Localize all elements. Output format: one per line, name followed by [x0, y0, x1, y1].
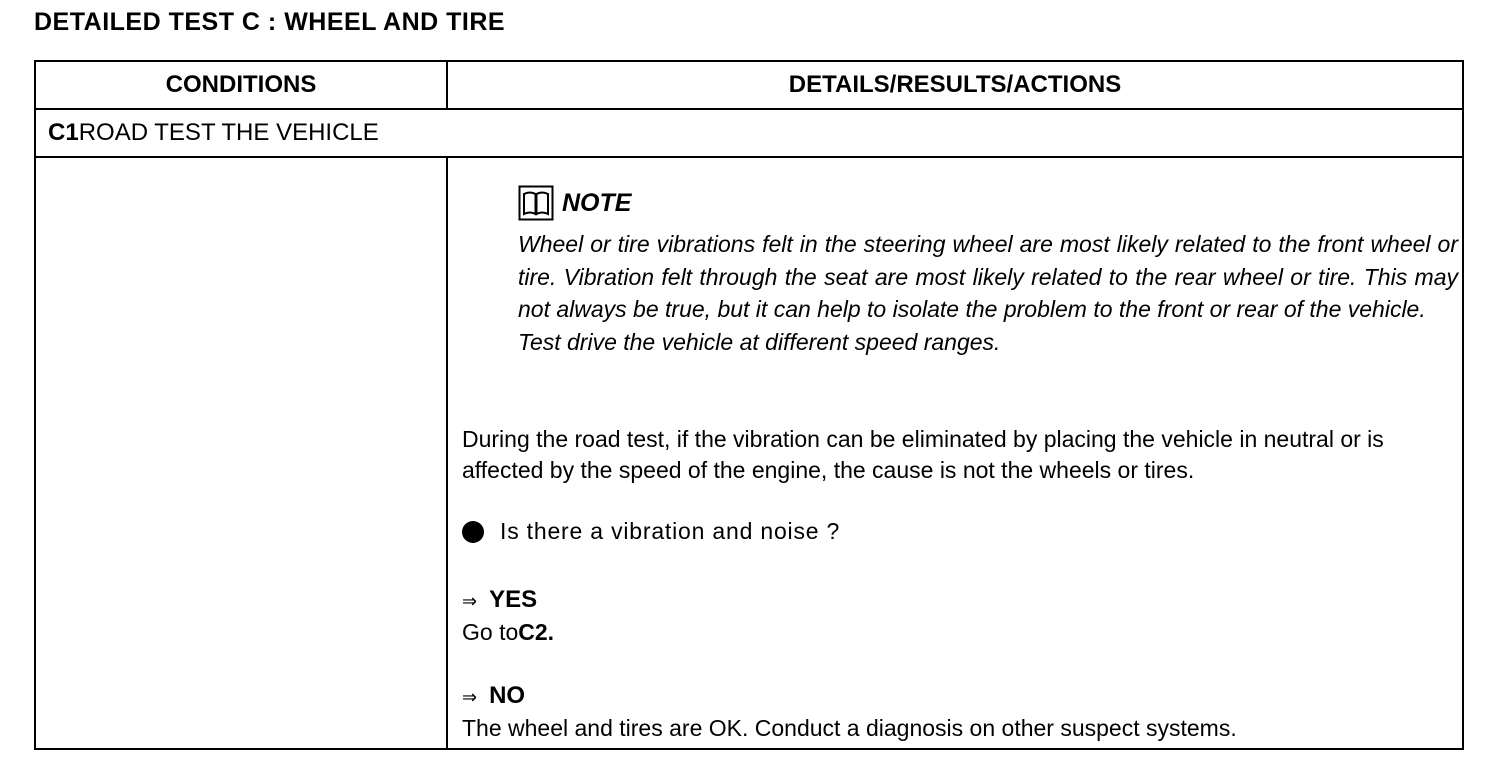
no-label: NO: [489, 682, 526, 709]
bullet-icon: [462, 521, 484, 543]
book-icon: [518, 185, 554, 221]
header-details: DETAILS/RESULTS/ACTIONS: [788, 71, 1122, 98]
conditions-cell: [36, 158, 448, 748]
arrow-right-icon: ⇒: [462, 591, 478, 612]
note-test-drive: Test drive the vehicle at different speed ranges.: [518, 328, 1001, 355]
yes-action-code: C2.: [518, 619, 555, 645]
step-row: [36, 110, 1462, 158]
answer-no: [462, 680, 1237, 744]
no-action: The wheel and tires are OK. Conduct a diagnosis on other suspect systems.: [462, 715, 1237, 741]
step-code: C1: [48, 119, 79, 146]
step-title: ROAD TEST THE VEHICLE: [78, 119, 379, 146]
yes-action-prefix: Go to: [462, 619, 519, 645]
diagnostic-table: [34, 60, 1464, 750]
arrow-right-icon: ⇒: [462, 687, 478, 708]
header-conditions: CONDITIONS: [36, 62, 448, 108]
yes-label: YES: [489, 586, 538, 613]
page-title: DETAILED TEST C : WHEEL AND TIRE: [34, 8, 506, 36]
note-header: [518, 184, 1458, 222]
note-label: NOTE: [562, 188, 632, 217]
answer-yes: [462, 584, 554, 648]
note-block: [518, 184, 1458, 358]
note-text: Wheel or tire vibrations felt in the steering wheel are most likely related to the front wheel or tire. Vibration felt through the seat are most likely related to the rear wheel or tire. This may not always be true, but it can help to isolate the problem to the front or rear of the vehicle.: [518, 231, 1458, 322]
table-header-row: [36, 62, 1462, 110]
details-cell: [448, 158, 1462, 748]
road-test-paragraph: During the road test, if the vibration can be eliminated by placing the vehicle in neutral or is affected by the speed of the engine, the cause is not the wheels or tires.: [462, 426, 1384, 483]
question-text: Is there a vibration and noise ?: [500, 518, 841, 544]
question-row: [462, 518, 840, 545]
